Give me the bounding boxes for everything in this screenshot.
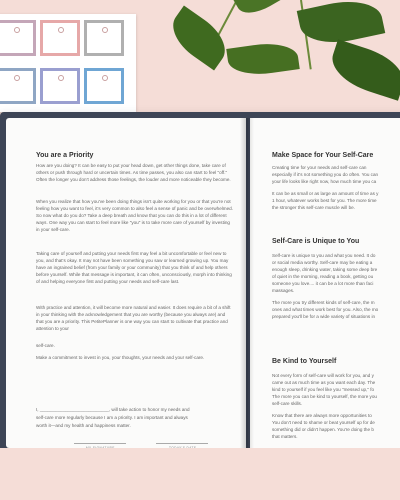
plant-leaf	[326, 39, 400, 101]
text-line: someone you love.... it can be a lot more than faci	[272, 281, 374, 286]
text-line: Self-care is unique to you and what you need. It do	[272, 253, 376, 258]
section-heading: Make Space for Your Self-Care	[272, 152, 374, 159]
sticky-note	[0, 68, 36, 104]
paragraph: Make a commitment to invest in you, your thoughts, your needs and your self-care.	[36, 355, 205, 360]
tabletop	[0, 448, 400, 500]
paragraph: How are you doing? It can be easy to put your head down, get other things done, take care of others or push through hard or uncertain times. As time passes, you also can start to feel "off." Often the longer you don't address those feelings, the louder and more noticeable they become.	[36, 163, 231, 182]
text-line: 1 hour, whatever works best for you. The more time	[272, 198, 377, 203]
text-line: kind to yourself if you feel like you "messed up," fo	[272, 387, 375, 392]
text-line: The more you try different kinds of self-care, the m	[272, 300, 375, 305]
text-line: that matters.	[272, 434, 298, 439]
text-line: of quiet in the morning, reading a book, getting ou	[272, 274, 374, 279]
text-line: massages.	[272, 288, 295, 293]
text-line: the stronger this self-care muscle will be.	[272, 205, 355, 210]
sticky-note	[84, 68, 124, 104]
commitment-line: worth it—and my health and happiness matter.	[36, 423, 131, 428]
text-line: came out as much time as you want each day. The	[272, 380, 376, 385]
plant-leaf	[233, 0, 287, 20]
text-line: especially if it's not something you do often. You can	[272, 172, 379, 177]
sticky-note	[40, 20, 80, 56]
paragraph: self-care.	[36, 343, 55, 348]
text-line: Not every form of self-care will work for you, and y	[272, 373, 374, 378]
text-line: It can be as small or as large an amount of time as y	[272, 191, 379, 196]
text-line: ones and what times work best for you. Also, the mo	[272, 307, 379, 312]
signature-caption: MY SIGNATURE	[86, 446, 115, 448]
paragraph: When you realize that how you've been doing things isn't quite working for you or that you're not feeling how you want to feel, it's very common to also feel a sense of panic and be overwhelmed. So now what do you do? Take a deep breath and know that you can do this in a lot of different ways. One way you can start to feel more like "you" is to take more care of yourself by investing in your self-care.	[36, 199, 233, 232]
plant-leaf	[226, 39, 299, 78]
plant-leaf	[163, 5, 234, 70]
text-line: The more you can be kind to yourself, the more you	[272, 394, 377, 399]
commitment-line: self-care more regularly because I am a priority. I am important and always	[36, 415, 188, 420]
commitment-line: I, ___________________________, will take action to honor my needs and	[36, 407, 190, 412]
sticky-note	[40, 68, 80, 104]
text-line: your life looks like right now, how much time you ca	[272, 179, 377, 184]
text-line: You don't need to shame or beat yourself up for de	[272, 420, 375, 425]
sticky-note-sheet	[0, 14, 136, 112]
section-heading: Be Kind to Yourself	[272, 358, 337, 365]
paragraph: With practice and attention, it will become more natural and easier. It does require a bit of a shift in your thinking with the acknowledgement that you are worthy (because you always are) and that you are a priority. This PetitePlanner is one way you can start to cultivate that practice and attention to your	[36, 305, 231, 331]
text-line: prepared you'll be for a wide variety of situations in	[272, 314, 376, 319]
text-line: Creating time for your needs and self-care can	[272, 165, 367, 170]
sticky-note	[0, 20, 36, 56]
date-line	[156, 443, 208, 444]
text-line: Know that there are always more opportunities to	[272, 413, 372, 418]
signature-line	[74, 443, 126, 444]
paragraph: Taking care of yourself and putting your needs first may feel a bit uncomfortable or feel new to you, and that's okay. It may not have been something you saw or learned growing up. You may have an ingrained belief (from your family or your community) that you think of and help others before yourself. While that message is important, it can often, unconsciously, morph into thinking of and helping everyone first and putting your needs and self-care last.	[36, 251, 232, 284]
sticky-note	[84, 20, 124, 56]
date-caption: TODAY'S DATE	[169, 446, 197, 448]
left-page	[6, 118, 246, 448]
page-heading: You are a Priority	[36, 152, 94, 159]
text-line: enough sleep, drinking water, taking some deep bre	[272, 267, 378, 272]
text-line: or social media worthy. Self-care may be eating a	[272, 260, 373, 265]
text-line: something did or didn't happen. You're doing the b	[272, 427, 374, 432]
section-heading: Self-Care is Unique to You	[272, 238, 360, 245]
text-line: self-care skills.	[272, 401, 303, 406]
right-page	[250, 118, 400, 448]
